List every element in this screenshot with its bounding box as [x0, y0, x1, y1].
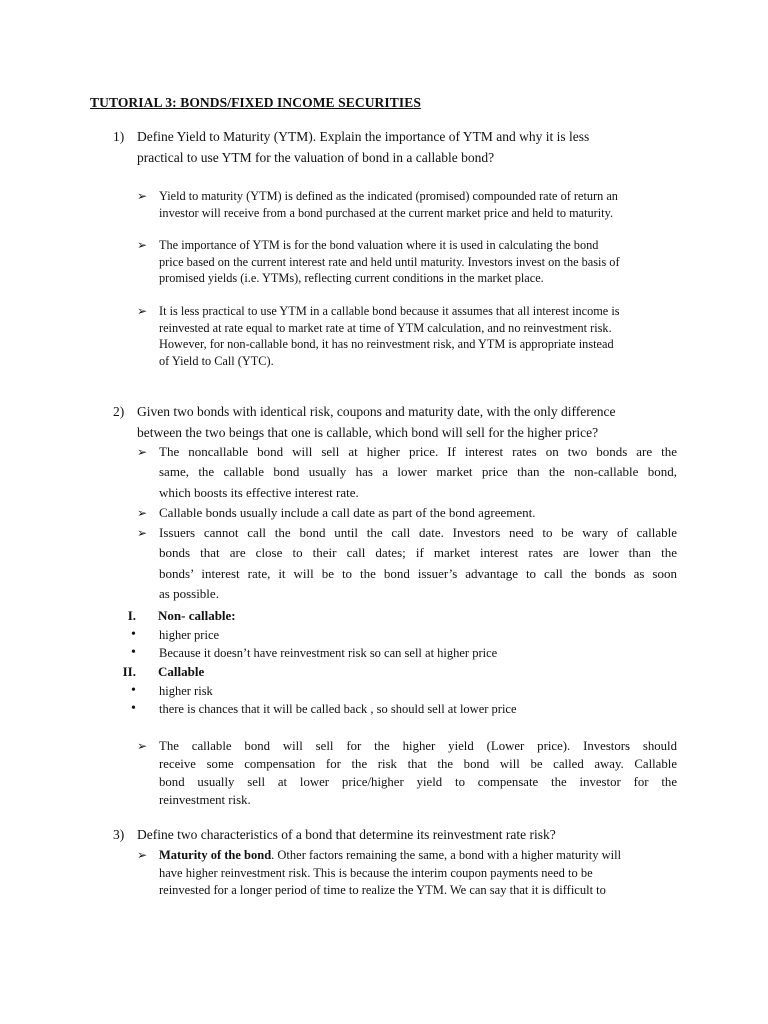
bullet-line: The importance of YTM is for the bond valuation where it is used in calculating the bond: [159, 238, 599, 252]
bullet-line: promised yields (i.e. YTMs), reflecting current conditions in the market place.: [159, 271, 544, 285]
question-text: [137, 126, 589, 168]
roman-heading-callable: [110, 663, 410, 681]
bullet-line: price based on the current interest rate and held until maturity. Investors invest on the basis of: [159, 254, 620, 269]
bullet-line: However, for non-callable bond, it has no reinvestment risk, and YTM is appropriate instead: [159, 337, 614, 351]
bullet-line: bond usually sell at lower price/higher yield to compensate the investor for the: [159, 775, 677, 789]
roman-heading-noncallable: [110, 607, 410, 625]
question-text: [137, 824, 556, 845]
list-item-text: Because it doesn’t have reinvestment risk so can sell at higher price: [159, 646, 498, 660]
list-item: [131, 682, 631, 700]
question-line: Define Yield to Maturity (YTM). Explain the importance of YTM and why it is less: [137, 129, 590, 144]
bullet-line: The callable bond will sell for the higher yield (Lower price). Investors should: [159, 739, 677, 753]
question-number: 1): [113, 129, 125, 144]
question-3: [113, 824, 673, 846]
page-title: TUTORIAL 3: BONDS/FIXED INCOME SECURITIES: [90, 95, 421, 110]
bullet-line: have higher reinvestment risk. This is because the interim coupon payments need to be: [159, 865, 593, 880]
arrow-bullet-icon: ➢: [137, 304, 148, 318]
question-1: [113, 126, 673, 170]
roman-numeral: I.: [127, 608, 136, 623]
arrow-bullet-icon: ➢: [137, 506, 148, 520]
question-line: Given two bonds with identical risk, coupons and maturity date, with the only difference: [137, 404, 616, 419]
arrow-bullet-icon: ➢: [137, 526, 148, 540]
bullet-dot-icon: •: [131, 627, 136, 642]
bullet-line: reinvested at rate equal to market rate at time of YTM calculation, and no reinvestment risk.: [159, 320, 612, 335]
arrow-bullet-icon: ➢: [137, 848, 148, 862]
bullet-line: Issuers cannot call the bond until the call date. Investors need to be wary of callable: [159, 525, 677, 540]
bullet-text: . Other factors remaining the same, a bond with a higher maturity will: [271, 848, 622, 862]
arrow-bullet-icon: ➢: [137, 739, 148, 753]
bullet-dot-icon: •: [131, 701, 136, 716]
bullet-line: [159, 847, 621, 865]
arrow-bullet-icon: ➢: [137, 238, 148, 252]
bullet-line: bonds’ interest rate, it will be to the bond issuer’s advantage to call the bonds as soon: [159, 565, 677, 581]
bullet-line: bonds that are close to their call dates; if market interest rates are lower than the: [159, 545, 677, 561]
bullet-dot-icon: •: [131, 645, 136, 660]
list-item: [131, 644, 631, 662]
question-line: Define two characteristics of a bond that determine its reinvestment rate risk?: [137, 827, 556, 842]
list-item-text: higher risk: [159, 684, 213, 698]
roman-label: Non- callable:: [158, 608, 236, 623]
list-item-text: there is chances that it will be called back , so should sell at lower price: [159, 702, 517, 716]
question-line: between the two beings that one is callable, which bond will sell for the higher price?: [137, 425, 599, 440]
bullet-line: same, the callable bond usually has a lower market price than the non-callable bond,: [159, 464, 677, 480]
arrow-bullet-icon: ➢: [137, 445, 148, 459]
bullet-line: Callable bonds usually include a call date as part of the bond agreement.: [159, 505, 536, 520]
arrow-bullet-icon: ➢: [137, 189, 148, 203]
bullet-line: of Yield to Call (YTC).: [159, 353, 274, 368]
bullet-line: reinvestment risk.: [159, 793, 251, 807]
bullet-line: Yield to maturity (YTM) is defined as the indicated (promised) compounded rate of return an: [159, 189, 618, 203]
roman-label: Callable: [158, 664, 205, 679]
roman-numeral: II.: [122, 664, 136, 679]
list-item: [131, 700, 631, 718]
question-line: practical to use YTM for the valuation of bond in a callable bond?: [137, 150, 495, 165]
question-2: [113, 401, 673, 445]
bullet-line: It is less practical to use YTM in a callable bond because it assumes that all interest income is: [159, 304, 620, 318]
question-text: [137, 401, 616, 443]
bullet-line: reinvested for a longer period of time to realize the YTM. We can say that it is difficult to: [159, 883, 606, 897]
question-number: 2): [113, 404, 125, 419]
list-item-text: higher price: [159, 628, 220, 642]
bold-term: Maturity of the bond: [159, 848, 272, 862]
bullet-line: investor will receive from a bond purchased at the current market price and held to maturity.: [159, 205, 614, 220]
bullet-dot-icon: •: [131, 683, 136, 698]
bullet-line: as possible.: [159, 585, 219, 601]
list-item: [131, 626, 631, 644]
bullet-line: The noncallable bond will sell at higher price. If interest rates on two bonds are the: [159, 444, 677, 459]
question-number: 3): [113, 827, 125, 842]
bullet-line: which boosts its effective interest rate.: [159, 484, 359, 500]
bullet-line: receive some compensation for the risk that the bond will be called away. Callable: [159, 757, 677, 771]
